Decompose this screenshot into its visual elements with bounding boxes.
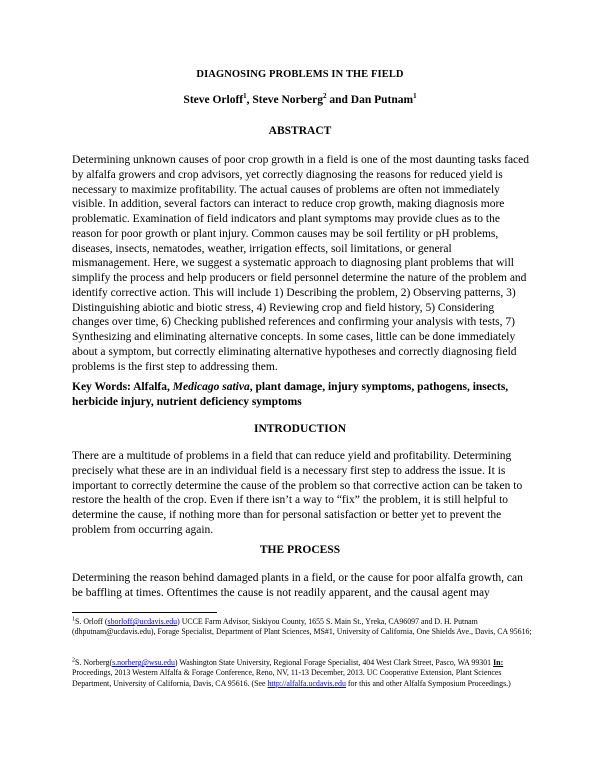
introduction-text: There are a multitude of problems in a field that can reduce yield and profitability. Determining precisely what these are in an individual field is a necessary first step to address the issue. It is important to correctly determine the cause of the problem so that corrective action can be taken to restore the health of the crop. Even if there isn’t a way to “fix” the problem, it is still helpful to determine the cause, if nothing more than for personal satisfaction or better yet to prevent the problem from occurring again.	[72, 450, 523, 536]
author-separator: ,	[246, 94, 253, 106]
footnote-text: for this and other Alfalfa Symposium Proceedings.)	[345, 678, 511, 688]
author-name: Dan Putnam	[350, 94, 414, 106]
process-text: Determining the reason behind damaged plants in a field, or the cause for poor alfalfa growth, can be baffling at times. Oftentimes the cause is not readily apparent, and the causal agent may	[72, 572, 523, 599]
footnote-text: S. Norberg(	[75, 658, 113, 667]
proceedings-url-link[interactable]: http://alfalfa.ucdavis.edu	[267, 678, 346, 688]
footnote-text: ) UCCE Farm Advisor, Siskiyou County, 1655 S. Main St., Yreka, CA96097 and D. H. Putnam (dhputnam@ucdavis.edu), Forage Specialist, Department of Plant Sciences, MS#1, University of California, One Shields Ave., Davis, CA 95616;	[72, 617, 532, 637]
author-name: Steve Orloff	[183, 94, 244, 106]
footnote-text: Proceedings, 2013 Western Alfalfa & Forage Conference, Reno, NV, 11-13 December, 2013. UC Cooperative Extension, Plant Sciences Department, University of California, Davis, CA 95616. (See	[72, 668, 502, 688]
footnote-1	[72, 617, 534, 638]
footnote-divider	[72, 612, 217, 613]
in-label: In:	[493, 658, 504, 667]
footnote-mark: 2	[72, 657, 75, 664]
author-affiliation-mark: 2	[322, 92, 327, 101]
author-affiliation-mark: 1	[413, 92, 417, 101]
author-affiliation-mark: 1	[243, 92, 247, 101]
paper-title: DIAGNOSING PROBLEMS IN THE FIELD	[196, 69, 404, 80]
email-link[interactable]: s.norberg@wsu.edu	[112, 658, 175, 667]
footnote-text: ) Washington State University, Regional Forage Specialist, 404 West Clark Street, Pasco, WA 99301	[174, 658, 494, 667]
email-link[interactable]: sborloff@ucdavis.edu	[107, 617, 178, 626]
author-separator: and	[326, 94, 351, 106]
keywords-rest: , plant damage, injury symptoms, pathogens, insects, herbicide injury, nutrient deficiency symptoms	[72, 381, 509, 408]
footnote-mark: 1	[72, 616, 75, 623]
abstract-text: Determining unknown causes of poor crop growth in a field is one of the most daunting tasks faced by alfalfa growers and crop advisors, yet correctly diagnosing the reasons for reduced yield is necessary to maximize profitability. The actual causes of problems are often not immediately visible. In addition, several factors can interact to reduce crop growth, making diagnosis more problematic. Examination of field indicators and plant symptoms may provide clues as to the reason for poor growth or plant injury. Common causes may be soil fertility or pH problems, diseases, insects, nematodes, weather, irrigation effects, soil limitations, or general mismanagement. Here, we suggest a systematic approach to diagnosing plant problems that will simplify the process and help producers or field personnel determine the nature of the problem and identify corrective action. This will include 1) Describing the problem, 2) Observing patterns, 3) Distinguishing abiotic and biotic stress, 4) Reviewing crop and field history, 5) Considering changes over time, 6) Checking published references and confirming your analysis with tests, 7) Synthesizing and eliminating alternative concepts. In some cases, little can be done immediately about a symptom, but correctly eliminating alternative hypotheses and correctly diagnosing field problems is the first step to addressing them.	[72, 154, 530, 373]
introduction-heading: INTRODUCTION	[253, 423, 346, 435]
process-heading: THE PROCESS	[259, 544, 341, 556]
keywords	[72, 380, 534, 410]
author-name: Steve Norberg	[252, 94, 323, 106]
author-line	[72, 94, 528, 106]
footnote-text: S. Orloff (	[75, 617, 108, 626]
footnote-2	[72, 658, 534, 689]
keywords-lead: Key Words: Alfalfa,	[72, 381, 173, 393]
abstract-heading: ABSTRACT	[268, 125, 332, 137]
keywords-species: Medicago sativa	[172, 381, 250, 393]
